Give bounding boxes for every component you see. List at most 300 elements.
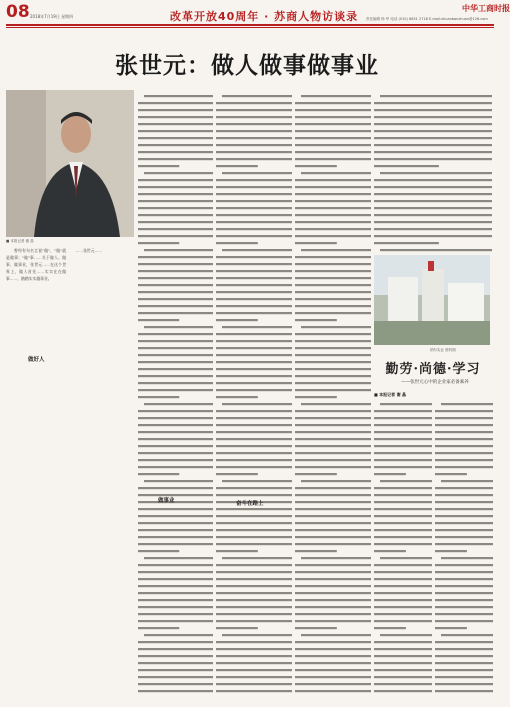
text-line	[216, 487, 292, 489]
text-line	[295, 361, 371, 363]
text-line	[435, 438, 493, 440]
text-line	[435, 578, 493, 580]
text-line	[295, 165, 337, 167]
text-line	[295, 109, 371, 111]
text-line	[374, 158, 492, 160]
issue-date: 2018年7月19日 星期四	[30, 14, 74, 19]
text-line	[435, 417, 493, 419]
text-line	[222, 403, 292, 405]
text-line	[295, 662, 371, 664]
text-line	[295, 137, 371, 139]
text-line	[435, 564, 493, 566]
text-line	[138, 158, 213, 160]
text-line	[374, 424, 432, 426]
text-line	[435, 585, 493, 587]
text-line	[216, 648, 292, 650]
text-line	[295, 263, 371, 265]
text-line	[138, 627, 179, 629]
text-line	[295, 438, 371, 440]
text-line	[222, 95, 292, 97]
text-line	[295, 235, 371, 237]
text-line	[374, 627, 406, 629]
text-line	[374, 137, 492, 139]
text-line	[295, 396, 337, 398]
text-line	[216, 627, 258, 629]
text-line	[138, 375, 213, 377]
text-line	[295, 214, 371, 216]
text-line	[374, 116, 492, 118]
text-line	[138, 676, 213, 678]
text-line	[435, 536, 493, 538]
text-line	[216, 508, 292, 510]
text-line	[138, 347, 213, 349]
sidebar-author: ■ 本报记者 谢 晶	[374, 392, 406, 397]
text-line	[435, 648, 493, 650]
text-line	[374, 501, 432, 503]
text-line	[216, 410, 292, 412]
text-line	[144, 403, 213, 405]
text-line	[138, 228, 213, 230]
text-line	[138, 333, 213, 335]
text-line	[138, 529, 213, 531]
text-line	[216, 109, 292, 111]
series-title: 改革开放40周年 · 苏商人物访谈录	[170, 10, 359, 23]
header-divider	[6, 24, 494, 26]
text-line	[138, 655, 213, 657]
text-line	[295, 627, 337, 629]
subhead-2: 做事业	[158, 498, 175, 504]
text-line	[216, 130, 292, 132]
text-lines	[216, 92, 292, 699]
text-line	[216, 515, 292, 517]
text-line	[374, 592, 432, 594]
text-line	[138, 410, 213, 412]
text-line	[374, 186, 492, 188]
text-line	[138, 515, 213, 517]
text-line	[295, 592, 371, 594]
text-line	[216, 270, 292, 272]
text-line	[138, 221, 213, 223]
text-line	[435, 571, 493, 573]
text-line	[435, 676, 493, 678]
text-line	[216, 263, 292, 265]
text-line	[295, 536, 371, 538]
text-line	[295, 487, 371, 489]
text-line	[138, 648, 213, 650]
text-lines	[295, 92, 371, 699]
text-line	[138, 151, 213, 153]
text-line	[374, 613, 432, 615]
text-line	[138, 102, 213, 104]
text-line	[374, 214, 492, 216]
text-line	[216, 207, 292, 209]
text-lines	[374, 400, 432, 699]
text-line	[295, 158, 371, 160]
text-line	[374, 466, 432, 468]
sidebar-column-1	[374, 400, 432, 699]
text-line	[374, 683, 432, 685]
text-line	[435, 662, 493, 664]
text-line	[374, 165, 439, 167]
text-line	[144, 634, 213, 636]
text-line	[435, 529, 493, 531]
text-line	[216, 298, 292, 300]
text-line	[216, 438, 292, 440]
text-line	[138, 669, 213, 671]
text-line	[138, 417, 213, 419]
text-line	[138, 312, 213, 314]
text-line	[138, 284, 213, 286]
text-line	[216, 676, 292, 678]
text-line	[295, 186, 371, 188]
text-line	[216, 165, 258, 167]
text-line	[441, 403, 493, 405]
text-line	[216, 291, 292, 293]
subhead-3: 奋斗在路上	[236, 501, 264, 507]
text-line	[138, 578, 213, 580]
text-line	[295, 116, 371, 118]
text-line	[435, 459, 493, 461]
text-line	[216, 144, 292, 146]
text-line	[295, 179, 371, 181]
text-line	[216, 571, 292, 573]
text-line	[380, 480, 432, 482]
text-line	[138, 389, 213, 391]
text-line	[295, 284, 371, 286]
text-line	[216, 312, 292, 314]
text-line	[374, 676, 432, 678]
text-column-5	[295, 92, 371, 699]
text-line	[295, 228, 371, 230]
text-line	[435, 683, 493, 685]
text-line	[138, 137, 213, 139]
text-line	[295, 585, 371, 587]
text-line	[216, 550, 258, 552]
text-line	[144, 480, 213, 482]
text-line	[295, 508, 371, 510]
text-line	[374, 662, 432, 664]
text-line	[295, 564, 371, 566]
text-line	[295, 606, 371, 608]
text-line	[138, 683, 213, 685]
text-line	[295, 571, 371, 573]
text-line	[301, 557, 371, 559]
text-line	[380, 172, 492, 174]
text-line	[295, 578, 371, 580]
text-line	[374, 109, 492, 111]
text-line	[216, 389, 292, 391]
text-line	[435, 627, 467, 629]
text-line	[295, 130, 371, 132]
text-line	[216, 655, 292, 657]
text-line	[374, 571, 432, 573]
text-line	[295, 515, 371, 517]
text-line	[216, 340, 292, 342]
text-line	[216, 452, 292, 454]
text-line	[216, 613, 292, 615]
text-line	[138, 396, 179, 398]
text-line	[374, 221, 492, 223]
text-line	[374, 431, 432, 433]
text-line	[144, 557, 213, 559]
text-line	[216, 466, 292, 468]
text-line	[138, 109, 213, 111]
factory-photo	[374, 255, 490, 345]
text-line	[138, 200, 213, 202]
text-line	[138, 207, 213, 209]
text-line	[441, 557, 493, 559]
body-text: ……张世元……	[68, 248, 103, 253]
text-line	[138, 193, 213, 195]
text-line	[216, 543, 292, 545]
text-line	[138, 662, 213, 664]
newspaper-logo: 中华工商时报	[462, 4, 510, 13]
text-line	[216, 606, 292, 608]
text-line	[138, 424, 213, 426]
text-line	[138, 438, 213, 440]
text-line	[138, 606, 213, 608]
text-line	[138, 319, 179, 321]
text-line	[295, 312, 371, 314]
text-line	[222, 326, 292, 328]
text-line	[138, 298, 213, 300]
text-line	[216, 228, 292, 230]
text-line	[138, 130, 213, 132]
text-line	[295, 389, 371, 391]
text-line	[138, 501, 213, 503]
text-line	[222, 172, 292, 174]
text-line	[216, 284, 292, 286]
text-lines	[374, 92, 492, 252]
text-line	[374, 620, 432, 622]
text-line	[222, 557, 292, 559]
text-line	[216, 256, 292, 258]
text-line	[222, 249, 292, 251]
text-line	[138, 291, 213, 293]
text-line	[301, 249, 371, 251]
text-line	[435, 501, 493, 503]
text-line	[295, 676, 371, 678]
subhead-1: 做好人	[28, 357, 45, 363]
text-line	[138, 641, 213, 643]
text-line	[374, 102, 492, 104]
text-line	[144, 326, 213, 328]
text-lines	[138, 92, 213, 699]
text-line	[138, 186, 213, 188]
text-line	[435, 445, 493, 447]
text-line	[144, 172, 213, 174]
text-line	[138, 487, 213, 489]
text-line	[295, 368, 371, 370]
text-line	[295, 424, 371, 426]
text-line	[435, 592, 493, 594]
text-line	[435, 487, 493, 489]
text-line	[138, 473, 179, 475]
text-line	[374, 655, 432, 657]
text-line	[216, 193, 292, 195]
body-text: 曾经有句名言说"做"，"做"就是做事；"做"事……关于做人、做事、做事业，张世元……在这个世界上，做人首先……实实在在做事……，踏踏实实做事业。	[6, 248, 66, 281]
header-divider-thin	[6, 27, 494, 28]
text-line	[138, 522, 213, 524]
text-line	[301, 95, 371, 97]
text-line	[435, 620, 493, 622]
text-line	[295, 501, 371, 503]
text-line	[374, 235, 492, 237]
text-line	[380, 634, 432, 636]
text-line	[216, 333, 292, 335]
text-line	[295, 445, 371, 447]
sidebar-subtitle: ——张世元心中的企业家必备素养	[401, 380, 469, 385]
text-line	[435, 508, 493, 510]
text-line	[295, 550, 337, 552]
text-line	[374, 438, 432, 440]
text-line	[216, 424, 292, 426]
factory-caption: 纳尔实业 资料图	[430, 348, 456, 352]
text-line	[295, 319, 337, 321]
text-line	[435, 613, 493, 615]
text-column-4	[216, 92, 292, 699]
text-line	[138, 571, 213, 573]
text-column-6	[374, 92, 492, 252]
article-title: 张世元：做人做事做事业	[115, 53, 379, 79]
text-line	[216, 522, 292, 524]
text-line	[138, 123, 213, 125]
text-line	[295, 277, 371, 279]
text-line	[295, 382, 371, 384]
text-line	[138, 466, 213, 468]
text-line	[435, 410, 493, 412]
text-line	[216, 431, 292, 433]
text-line	[380, 403, 432, 405]
text-line	[295, 347, 371, 349]
text-line	[216, 599, 292, 601]
text-line	[138, 445, 213, 447]
text-line	[295, 151, 371, 153]
text-line	[374, 123, 492, 125]
text-line	[295, 690, 371, 692]
text-line	[435, 690, 493, 692]
text-line	[216, 123, 292, 125]
text-line	[435, 655, 493, 657]
portrait-photo	[6, 90, 134, 237]
text-line	[216, 200, 292, 202]
text-line	[138, 361, 213, 363]
text-line	[295, 298, 371, 300]
text-line	[216, 319, 258, 321]
text-line	[295, 648, 371, 650]
portrait-caption: ■ 本报记者 谢 晶	[6, 239, 34, 243]
text-line	[301, 326, 371, 328]
text-line	[435, 599, 493, 601]
text-line	[138, 179, 213, 181]
text-line	[216, 151, 292, 153]
text-line	[374, 410, 432, 412]
text-line	[295, 333, 371, 335]
text-line	[138, 452, 213, 454]
text-line	[216, 494, 292, 496]
text-line	[138, 277, 213, 279]
text-line	[374, 536, 432, 538]
text-line	[435, 494, 493, 496]
text-line	[295, 123, 371, 125]
text-line	[295, 494, 371, 496]
text-line	[374, 200, 492, 202]
text-line	[138, 235, 213, 237]
text-line	[138, 536, 213, 538]
text-line	[374, 550, 406, 552]
text-line	[295, 417, 371, 419]
text-line	[216, 585, 292, 587]
text-line	[144, 95, 213, 97]
text-line	[138, 494, 213, 496]
text-line	[374, 459, 432, 461]
text-column-1	[6, 247, 66, 699]
text-line	[374, 585, 432, 587]
text-line	[380, 249, 492, 251]
text-line	[216, 179, 292, 181]
text-line	[435, 543, 493, 545]
text-line	[295, 340, 371, 342]
text-line	[435, 550, 467, 552]
text-line	[374, 648, 432, 650]
text-line	[216, 354, 292, 356]
editor-line: 责任编辑 杨 华 电话 (010) 6631 2718 E-mail:zhuanbanzhuan@126.com	[366, 17, 488, 21]
text-line	[374, 564, 432, 566]
text-line	[301, 634, 371, 636]
text-line	[295, 102, 371, 104]
text-line	[216, 641, 292, 643]
text-line	[374, 473, 406, 475]
text-line	[441, 634, 493, 636]
sidebar-title: 勤劳·尚德·学习	[385, 362, 481, 377]
text-line	[295, 522, 371, 524]
text-line	[138, 116, 213, 118]
text-line	[216, 592, 292, 594]
text-line	[138, 690, 213, 692]
text-line	[216, 459, 292, 461]
text-line	[374, 599, 432, 601]
text-line	[374, 207, 492, 209]
text-line	[374, 179, 492, 181]
text-line	[295, 641, 371, 643]
text-line	[295, 452, 371, 454]
text-line	[374, 606, 432, 608]
text-line	[216, 375, 292, 377]
text-line	[138, 368, 213, 370]
text-line	[216, 662, 292, 664]
text-line	[138, 340, 213, 342]
text-line	[138, 508, 213, 510]
text-line	[374, 151, 492, 153]
text-line	[295, 599, 371, 601]
text-line	[138, 459, 213, 461]
text-line	[374, 417, 432, 419]
text-line	[435, 522, 493, 524]
text-line	[216, 214, 292, 216]
text-line	[295, 354, 371, 356]
text-line	[374, 242, 439, 244]
text-line	[138, 543, 213, 545]
text-line	[295, 473, 337, 475]
text-line	[144, 249, 213, 251]
text-line	[216, 417, 292, 419]
text-line	[138, 263, 213, 265]
text-line	[216, 445, 292, 447]
text-line	[138, 144, 213, 146]
text-line	[216, 305, 292, 307]
text-line	[295, 291, 371, 293]
text-line	[138, 431, 213, 433]
